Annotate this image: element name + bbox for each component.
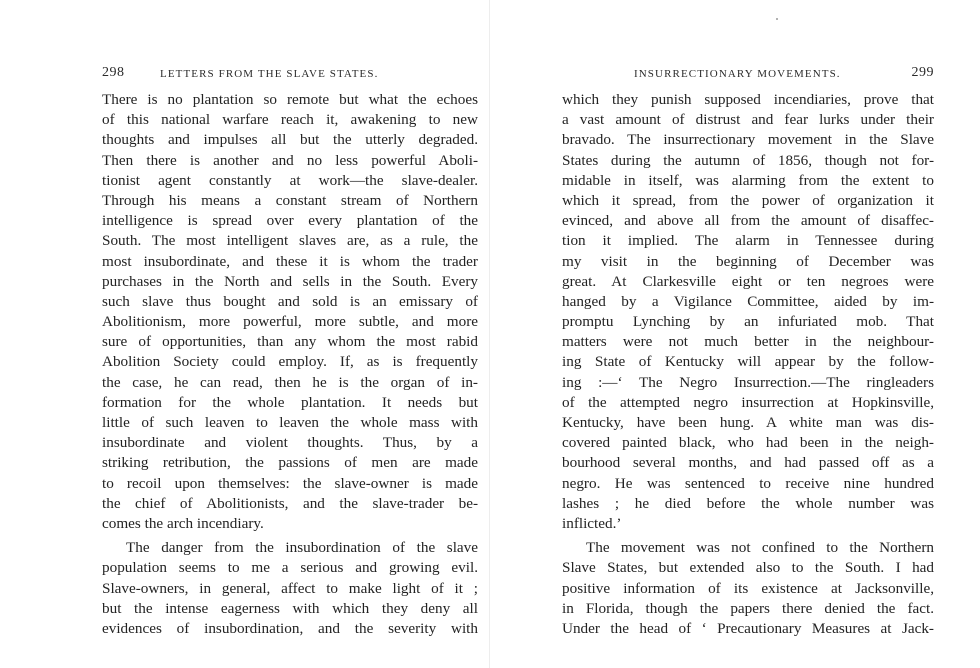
text-line: of this national warfare reach it, awakening to new	[102, 111, 478, 129]
text-line: the chief of Abolitionists, and the slave-trader be-	[102, 494, 478, 512]
text-line: population seems to me a serious and growing evil.	[102, 559, 478, 577]
text-line: little of such leaven to leaven the whole mass with	[102, 414, 478, 431]
text-line: but the intense eagerness with which they deny all	[102, 599, 478, 617]
text-line: insubordinate and violent thoughts. Thus, by a	[102, 434, 478, 452]
text-line: evinced, and above all from the amount of disaffec-	[562, 212, 934, 230]
text-line: There is no plantation so remote but what the echoes	[102, 91, 478, 108]
text-line: lashes ; he died before the whole number was	[562, 494, 934, 512]
text-line: of the attempted negro insurrection at Hopkinsville,	[562, 393, 934, 411]
text-line: Under the head of ‘ Precautionary Measures at Jack-	[562, 619, 934, 637]
left-page-text	[102, 90, 478, 639]
left-page	[102, 0, 478, 668]
text-line: striking retribution, the passions of men are made	[102, 454, 478, 472]
text-line: evidences of insubordination, and the severity with	[102, 619, 478, 637]
text-line: The danger from the insubordination of the slave	[126, 539, 478, 557]
text-line: ing State of Kentucky will appear by the follow-	[562, 353, 934, 371]
text-line: intelligence is spread over every plantation of the	[102, 212, 478, 230]
text-line: sure of opportunities, than any whom the most rabid	[102, 333, 478, 351]
text-line: Abolition Society could employ. If, as is frequently	[102, 353, 478, 371]
text-line: a vast amount of distrust and fear lurks under their	[562, 111, 934, 129]
text-line: comes the arch incendiary.	[102, 514, 264, 532]
text-line: which they punish supposed incendiaries, prove that	[562, 91, 934, 108]
gutter	[489, 0, 490, 668]
text-line: Kentucky, have been hung. A white man was dis-	[562, 414, 934, 431]
text-line: bourhood several months, and had passed off as a	[562, 454, 934, 472]
text-line: great. At Clarkesville eight or ten negroes were	[562, 272, 934, 290]
text-line: tion it implied. The alarm in Tennessee during	[562, 232, 934, 250]
page-number: 298	[102, 65, 125, 80]
text-line: Slave-owners, in general, affect to make light of it ;	[102, 579, 478, 597]
text-line: promptu Lynching by an infuriated mob. That	[562, 313, 934, 331]
text-line: in Florida, though the papers there denied the fact.	[562, 599, 934, 617]
right-running-head	[562, 66, 934, 82]
running-head-title: INSURRECTIONARY MOVEMENTS.	[634, 68, 841, 80]
text-line: which it spread, from the power of organization it	[562, 191, 934, 209]
text-line: South. The most intelligent slaves are, as a rule, the	[102, 232, 478, 250]
running-head-title: LETTERS FROM THE SLAVE STATES.	[160, 68, 379, 80]
text-line: such slave thus bought and sold is an emissary of	[102, 292, 478, 310]
text-line: to recoil upon themselves: the slave-owner is made	[102, 474, 478, 492]
left-running-head	[102, 66, 478, 82]
text-line: my visit in the beginning of December was	[562, 252, 934, 270]
text-line: most insubordinate, and these it is whom the trader	[102, 252, 478, 270]
text-line: matters were not much better in the neighbour-	[562, 333, 934, 351]
text-line: the case, he can read, then he is the organ of in-	[102, 373, 478, 391]
text-line: bravado. The insurrectionary movement in the Slave	[562, 131, 934, 149]
text-line: hanged by a Vigilance Committee, aided by im-	[562, 292, 934, 310]
text-line: midable in itself, was alarming from the extent to	[562, 171, 934, 189]
text-line: covered painted black, who had been in the neigh-	[562, 434, 934, 452]
text-line: Slave States, but extended also to the South. I had	[562, 559, 934, 577]
text-line: positive information of its existence at Jacksonville,	[562, 579, 934, 597]
right-page-text	[562, 90, 934, 639]
text-line: ing :—‘ The Negro Insurrection.—The ringleaders	[562, 373, 934, 391]
text-line: thoughts and impulses all but the utterly degraded.	[102, 131, 478, 149]
paper-speck	[776, 18, 778, 20]
text-line: inflicted.’	[562, 514, 622, 532]
page-number: 299	[911, 65, 934, 80]
right-page	[562, 0, 934, 668]
text-line: Abolitionism, more powerful, more subtle, and more	[102, 313, 478, 331]
text-line: Then there is another and no less powerful Aboli-	[102, 151, 478, 169]
text-line: Through his means a constant stream of Northern	[102, 191, 478, 209]
text-line: The movement was not confined to the Northern	[586, 539, 934, 557]
text-line: tionist agent constantly at work—the slave-dealer.	[102, 171, 478, 189]
text-line: States during the autumn of 1856, though not for-	[562, 151, 934, 169]
text-line: negro. He was sentenced to receive nine hundred	[562, 474, 934, 492]
text-line: purchases in the North and sells in the South. Every	[102, 272, 478, 290]
text-line: formation for the whole plantation. It needs but	[102, 393, 478, 411]
